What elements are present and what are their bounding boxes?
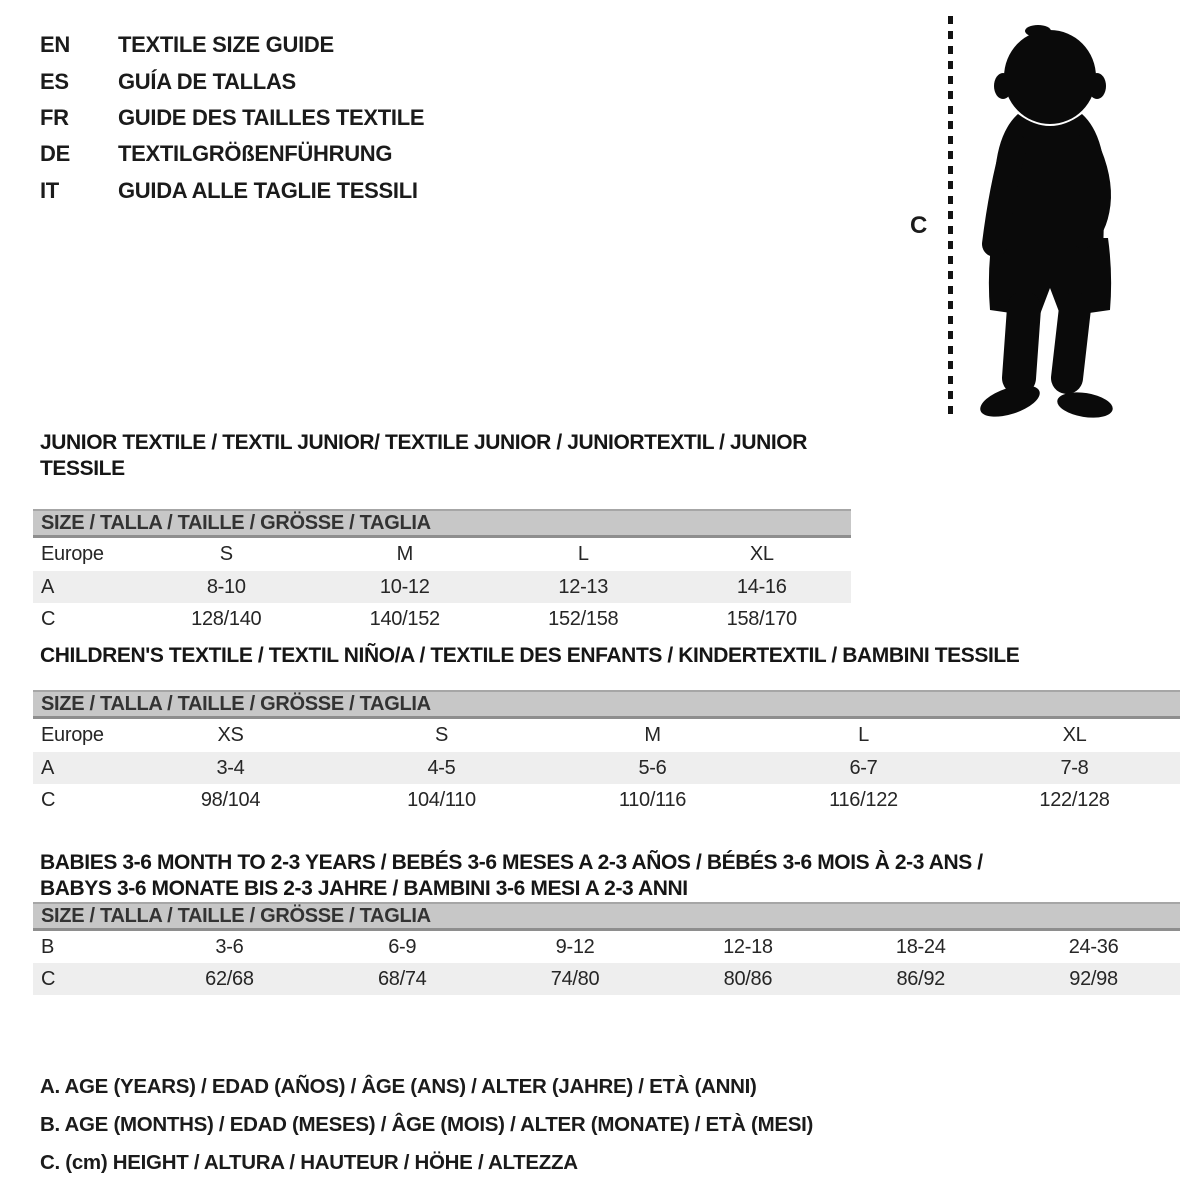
junior-column-header-row bbox=[33, 538, 851, 571]
table-cell: 10-12 bbox=[379, 575, 430, 598]
lang-code-es: ES bbox=[40, 68, 69, 94]
junior-title: JUNIOR TEXTILE / TEXTIL JUNIOR/ TEXTILE JUNIOR / JUNIORTEXTIL / JUNIOR TESSILE bbox=[40, 431, 807, 480]
size-column-header: S bbox=[219, 543, 233, 565]
table-row-height bbox=[33, 603, 851, 635]
row-label: A bbox=[41, 756, 55, 779]
lang-row-de bbox=[40, 136, 424, 172]
table-cell: 140/152 bbox=[369, 607, 440, 630]
lang-label-fr: GUIDE DES TAILLES TEXTILE bbox=[118, 104, 425, 130]
size-column-header: M bbox=[644, 724, 661, 746]
table-cell: 122/128 bbox=[1039, 788, 1110, 811]
children-section bbox=[33, 643, 1180, 816]
row-label: A bbox=[41, 575, 55, 598]
size-column-header: XL bbox=[749, 543, 774, 565]
children-title: CHILDREN'S TEXTILE / TEXTIL NIÑO/A / TEXTILE DES ENFANTS / KINDERTEXTIL / BAMBINI TESSILE bbox=[40, 644, 1020, 667]
table-cell: 3-4 bbox=[216, 756, 245, 779]
babies-title bbox=[33, 850, 1180, 902]
size-column-header: XS bbox=[217, 724, 244, 746]
lang-code-fr: FR bbox=[40, 104, 69, 130]
lang-code-en: EN bbox=[40, 32, 70, 58]
table-row-age bbox=[33, 752, 1180, 784]
table-cell: 74/80 bbox=[550, 967, 600, 990]
row-label: C bbox=[41, 607, 56, 630]
region-label: Europe bbox=[41, 724, 104, 746]
table-cell: 12-18 bbox=[723, 935, 773, 958]
table-cell: 5-6 bbox=[638, 756, 667, 779]
height-dashed-line bbox=[948, 16, 953, 418]
table-cell: 116/122 bbox=[829, 788, 898, 811]
row-label: C bbox=[41, 967, 56, 990]
table-cell: 9-12 bbox=[555, 935, 595, 958]
table-cell: 24-36 bbox=[1068, 935, 1119, 958]
size-column-header: L bbox=[577, 543, 589, 565]
table-cell: 158/170 bbox=[726, 607, 797, 630]
table-row-height bbox=[33, 784, 1180, 816]
footnote-height-cm: C. (cm) HEIGHT / ALTURA / HAUTEUR / HÖHE / ALTEZZA bbox=[40, 1151, 578, 1174]
height-measure-label: C bbox=[910, 212, 928, 239]
footnotes bbox=[40, 1068, 813, 1182]
babies-section bbox=[33, 850, 1180, 995]
height-measure-figure bbox=[900, 0, 1200, 430]
table-cell: 86/92 bbox=[896, 967, 946, 990]
table-cell: 98/104 bbox=[200, 788, 261, 811]
table-cell: 3-6 bbox=[215, 935, 244, 958]
table-cell: 110/116 bbox=[618, 788, 687, 811]
table-cell: 80/86 bbox=[723, 967, 773, 990]
lang-label-it: GUIDA ALLE TAGLIE TESSILI bbox=[118, 177, 418, 203]
lang-code-de: DE bbox=[40, 141, 70, 167]
table-cell: 104/110 bbox=[407, 788, 476, 811]
children-size-header-bar: SIZE / TALLA / TAILLE / GRÖSSE / TAGLIA bbox=[33, 690, 1180, 719]
row-label: B bbox=[41, 935, 55, 958]
lang-row-en bbox=[40, 27, 424, 63]
table-cell: 8-10 bbox=[206, 575, 246, 598]
lang-row-it bbox=[40, 173, 424, 209]
row-label: C bbox=[41, 788, 56, 811]
table-row-height bbox=[33, 963, 1180, 995]
lang-label-es: GUÍA DE TALLAS bbox=[118, 68, 296, 94]
babies-size-header-bar: SIZE / TALLA / TAILLE / GRÖSSE / TAGLIA bbox=[33, 902, 1180, 931]
toddler-silhouette-icon bbox=[962, 16, 1137, 418]
table-cell: 68/74 bbox=[377, 967, 427, 990]
language-header bbox=[40, 27, 424, 209]
size-column-header: M bbox=[396, 543, 413, 565]
lang-label-de: TEXTILGRÖßENFÜHRUNG bbox=[118, 141, 393, 167]
size-column-header: L bbox=[858, 724, 869, 746]
table-cell: 92/98 bbox=[1069, 967, 1118, 990]
lang-label-en: TEXTILE SIZE GUIDE bbox=[118, 32, 334, 58]
size-column-header: S bbox=[434, 724, 449, 746]
region-label: Europe bbox=[41, 543, 104, 565]
lang-row-es bbox=[40, 63, 424, 99]
footnote-age-years: A. AGE (YEARS) / EDAD (AÑOS) / ÂGE (ANS) / ALTER (JAHRE) / ETÀ (ANNI) bbox=[40, 1075, 757, 1098]
table-cell: 128/140 bbox=[191, 607, 262, 630]
table-cell: 12-13 bbox=[558, 575, 609, 598]
table-cell: 6-9 bbox=[388, 935, 417, 958]
table-row-age bbox=[33, 571, 851, 603]
size-column-header: XL bbox=[1062, 724, 1087, 746]
footnote-age-months: B. AGE (MONTHS) / EDAD (MESES) / ÂGE (MOIS) / ALTER (MONATE) / ETÀ (MESI) bbox=[40, 1113, 814, 1136]
table-cell: 7-8 bbox=[1060, 756, 1089, 779]
babies-title-line2: BABYS 3-6 MONATE BIS 2-3 JAHRE / BAMBINI 3-6 MESI A 2-3 ANNI bbox=[40, 877, 688, 900]
junior-section bbox=[33, 430, 851, 635]
table-cell: 14-16 bbox=[736, 575, 787, 598]
table-cell: 4-5 bbox=[427, 756, 456, 779]
babies-title-line1: BABIES 3-6 MONTH TO 2-3 YEARS / BEBÉS 3-6 MESES A 2-3 AÑOS / BÉBÉS 3-6 MOIS À 2-3 ANS / bbox=[40, 851, 983, 874]
table-cell: 62/68 bbox=[205, 967, 254, 990]
table-cell: 18-24 bbox=[895, 935, 946, 958]
children-column-header-row bbox=[33, 719, 1180, 752]
lang-row-fr bbox=[40, 100, 424, 136]
table-row-months bbox=[33, 931, 1180, 963]
lang-code-it: IT bbox=[40, 177, 59, 203]
junior-size-header-bar: SIZE / TALLA / TAILLE / GRÖSSE / TAGLIA bbox=[33, 509, 851, 538]
table-cell: 6-7 bbox=[849, 756, 878, 779]
table-cell: 152/158 bbox=[548, 607, 619, 630]
